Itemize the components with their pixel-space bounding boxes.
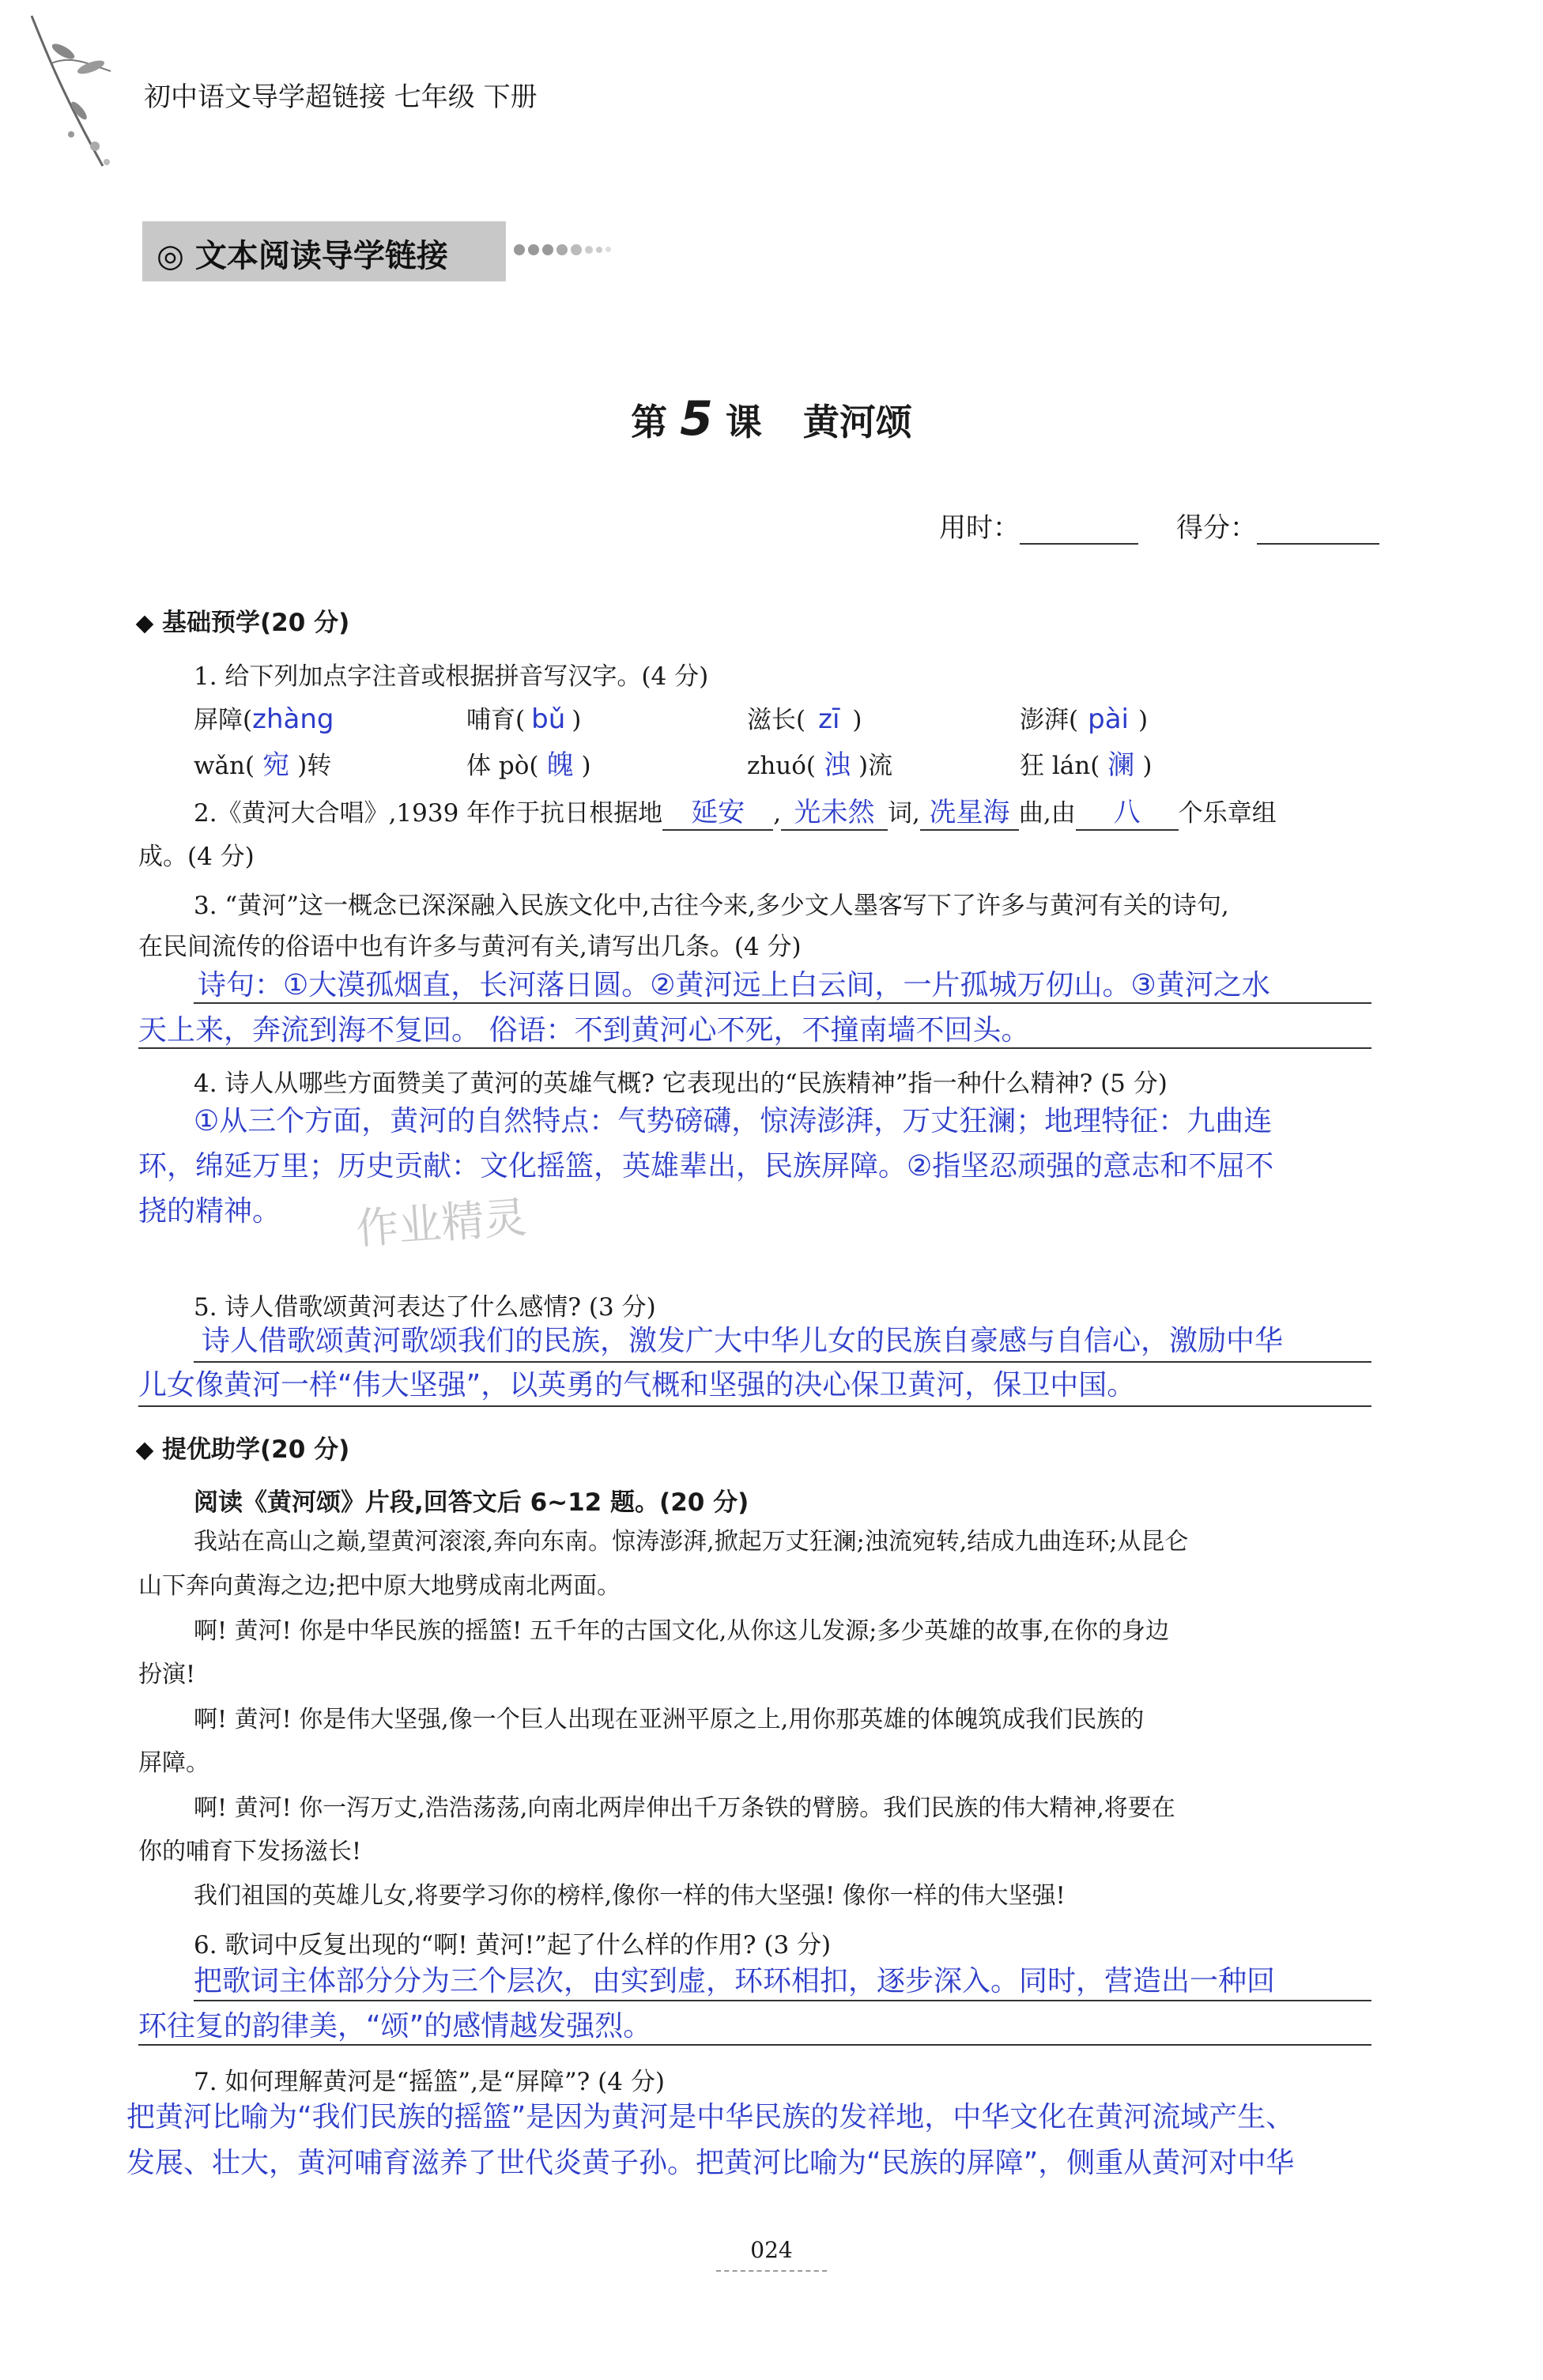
- q7-answer: 把黄河比喻为“我们民族的摇篮”是因为黄河是中华民族的发祥地，中华文化在黄河流域产生、: [126, 2101, 1295, 2133]
- q4-answer: ①从三个方面，黄河的自然特点：气势磅礴，惊涛澎湃，万丈狂澜；地理特征：九曲连: [194, 1105, 1273, 1137]
- q4-answer: 挠的精神。: [138, 1195, 281, 1228]
- passage-line: 我站在高山之巅,望黄河滚滚,奔向东南。惊涛澎湃,掀起万丈狂澜;浊流宛转,结成九曲连环;从昆仑: [194, 1528, 1189, 1556]
- q4-answer: 环，绵延万里；历史贡献：文化摇篮，英雄辈出，民族屏障。②指坚忍顽强的意志和不屈不: [138, 1150, 1274, 1182]
- answer-line: [138, 2044, 1371, 2046]
- q4-prompt: 4. 诗人从哪些方面赞美了黄河的英雄气概? 它表现出的“民族精神”指一种什么精神? (5 分): [194, 1069, 1168, 1098]
- q2-line: 2.《黄河大合唱》,1939 年作于抗日根据地 延安 , 光未然 词, 冼星海 曲,由 八 个乐章组: [194, 790, 1277, 831]
- time-field[interactable]: 用时：: [939, 506, 1138, 545]
- passage-line: 屏障。: [138, 1749, 209, 1777]
- q7-answer: 发展、壮大，黄河哺育滋养了世代炎黄子孙。把黄河比喻为“民族的屏障”，侧重从黄河对中华: [126, 2147, 1295, 2179]
- score-field[interactable]: 得分：: [1176, 506, 1379, 545]
- section-basic-title: 基础预学(20 分): [138, 602, 349, 638]
- q2-line-2: 成。(4 分): [138, 843, 255, 871]
- q3-prompt-2: 在民间流传的俗语中也有许多与黄河有关,请写出几条。(4 分): [138, 933, 802, 961]
- footer-rule: [716, 2270, 827, 2272]
- passage-line: 扮演!: [138, 1661, 196, 1688]
- answer-line: [194, 2000, 1371, 2001]
- q3-answer: 天上来，奔流到海不复回。 俗语：不到黄河心不死，不撞南墙不回头。: [138, 1014, 1030, 1047]
- q1-item: 澎湃( pài ): [1020, 703, 1149, 735]
- branch-decoration-icon: [16, 8, 134, 190]
- q3-answer: 诗句：①大漠孤烟直，长河落日圆。②黄河远上白云间，一片孤城万仞山。③黄河之水: [198, 969, 1270, 1001]
- passage-line: 你的哺育下发扬滋长!: [138, 1838, 362, 1865]
- passage-line: 我们祖国的英雄儿女,将要学习你的榜样,像你一样的伟大坚强! 像你一样的伟大坚强!: [194, 1882, 1066, 1910]
- q5-answer: 儿女像黄河一样“伟大坚强”，以英勇的气概和坚强的决心保卫黄河，保卫中国。: [138, 1369, 1136, 1401]
- lesson-title: 第 5 课 黄河颂: [631, 391, 912, 447]
- book-title: 初中语文导学超链接 七年级 下册: [144, 81, 538, 113]
- passage-line: 啊! 黄河! 你是伟大坚强,像一个巨人出现在亚洲平原之上,用你那英雄的体魄筑成我们民族的: [194, 1706, 1145, 1733]
- answer-line: [138, 1047, 1371, 1049]
- q1-item: wǎn( 宛 )转: [194, 749, 332, 781]
- q5-prompt: 5. 诗人借歌颂黄河表达了什么感情? (3 分): [194, 1293, 656, 1322]
- reading-prompt: 阅读《黄河颂》片段,回答文后 6~12 题。(20 分): [194, 1488, 749, 1517]
- banner-label: ◎ 文本阅读导学链接: [157, 238, 448, 274]
- q1-item: 屏障(zhàng: [194, 703, 334, 735]
- q1-item: 滋长( zī ): [747, 703, 862, 735]
- q1-item: 哺育( bǔ ): [466, 703, 582, 735]
- passage-line: 啊! 黄河! 你是中华民族的摇篮! 五千年的古国文化,从你这儿发源;多少英雄的故事,在你的身边: [194, 1617, 1169, 1645]
- q5-answer: 诗人借歌颂黄河歌颂我们的民族，激发广大中华儿女的民族自豪感与自信心，激励中华: [202, 1325, 1284, 1357]
- answer-line: [138, 1405, 1371, 1407]
- q6-answer: 环往复的韵律美，“颂”的感情越发强烈。: [138, 2010, 652, 2042]
- q3-prompt: 3. “黄河”这一概念已深深融入民族文化中,古往今来,多少文人墨客写下了许多与黄河有关的诗句,: [194, 892, 1229, 920]
- passage-line: 山下奔向黄海之边;把中原大地劈成南北两面。: [138, 1572, 621, 1600]
- banner-dots: [514, 241, 614, 256]
- answer-line: [194, 1002, 1371, 1004]
- q7-prompt: 7. 如何理解黄河是“摇篮”,是“屏障”? (4 分): [194, 2068, 665, 2096]
- q1-item: 体 pò( 魄 ): [466, 749, 591, 781]
- q6-prompt: 6. 歌词中反复出现的“啊! 黄河!”起了什么样的作用? (3 分): [194, 1931, 832, 1959]
- passage-line: 啊! 黄河! 你一泻万丈,浩浩荡荡,向南北两岸伸出千万条铁的臂膀。我们民族的伟大精神,将要在: [194, 1794, 1175, 1822]
- q1-item: 狂 lán( 澜 ): [1020, 749, 1153, 781]
- watermark: 作业精灵: [354, 1192, 529, 1254]
- q1-prompt: 1. 给下列加点字注音或根据拼音写汉字。(4 分): [194, 662, 709, 691]
- section-banner: [142, 221, 506, 281]
- q6-answer: 把歌词主体部分分为三个层次，由实到虚，环环相扣，逐步深入。同时，营造出一种回: [194, 1965, 1276, 1997]
- page-number: 024: [750, 2237, 793, 2263]
- q1-item: zhuó( 浊 )流: [747, 749, 893, 781]
- section-advanced-title: 提优助学(20 分): [138, 1429, 349, 1465]
